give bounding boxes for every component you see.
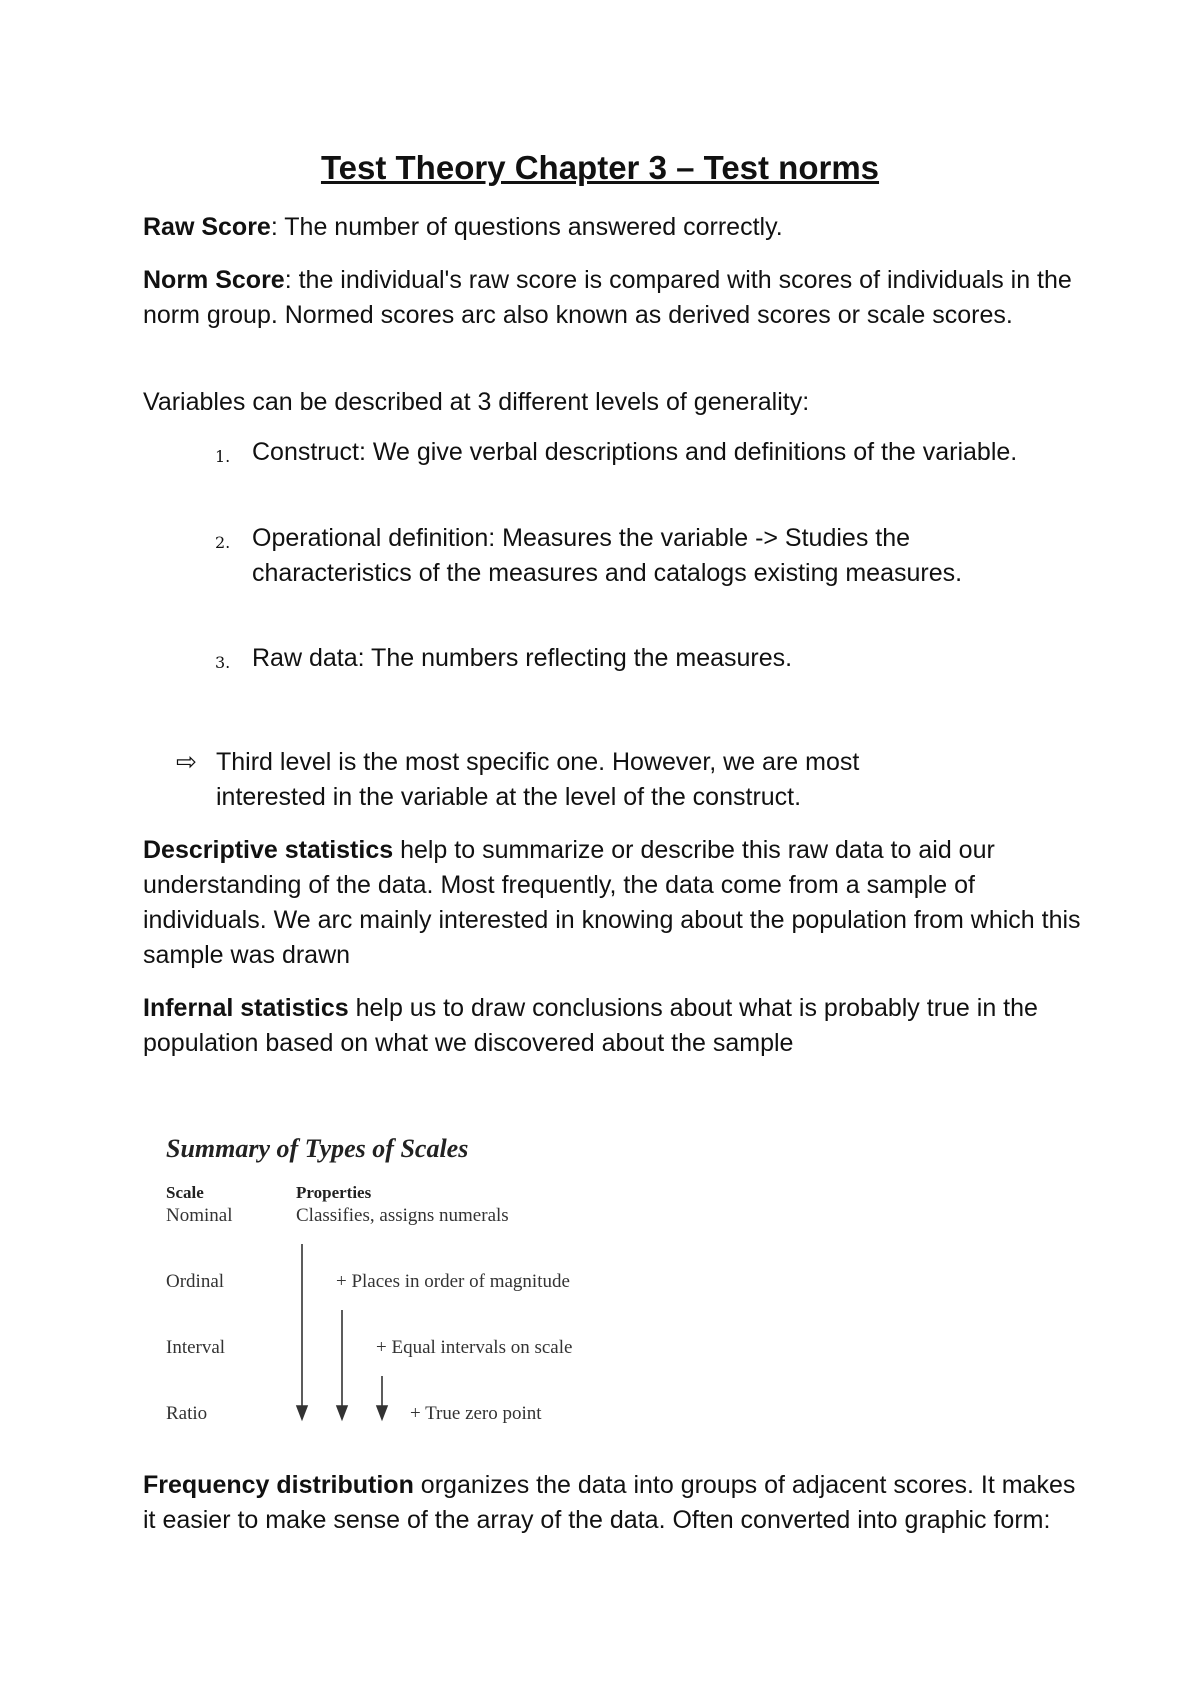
down-arrow-head xyxy=(297,1406,307,1419)
descriptive-statistics-paragraph xyxy=(143,833,1083,973)
raw-score-text: : The number of questions answered correctly. xyxy=(270,213,783,241)
scale-column-header: Scale xyxy=(166,1183,204,1202)
list-item-number: 2. xyxy=(215,533,231,552)
infernal-statistics-paragraph xyxy=(143,991,1083,1061)
norm-score-text: : the individual's raw score is compared with scores of individuals in the norm group. Normed scores arc also known as derived scores or scale scores. xyxy=(143,266,1072,329)
infernal-term: Infernal statistics xyxy=(143,994,349,1022)
list-item-text: Raw data: The numbers reflecting the measures. xyxy=(252,644,793,672)
arrow-right-icon: ⇨ xyxy=(176,748,197,776)
descriptive-term: Descriptive statistics xyxy=(143,836,394,864)
scale-name-nominal: Nominal xyxy=(166,1205,233,1226)
variables-intro: Variables can be described at 3 different levels of generality: xyxy=(143,388,810,416)
infernal-text: help us to draw conclusions about what is probably true in the population based on what we discovered about the sample xyxy=(143,994,1038,1057)
scale-property-ordinal: + Places in order of magnitude xyxy=(336,1271,570,1292)
list-item-number: 3. xyxy=(215,653,231,672)
arrow-note-text: Third level is the most specific one. However, we are most interested in the variable at the level of the construct. xyxy=(216,748,860,811)
frequency-distribution-paragraph xyxy=(143,1468,1083,1538)
raw-score-paragraph xyxy=(143,210,1083,245)
norm-score-paragraph xyxy=(143,263,1083,333)
scale-property-interval: + Equal intervals on scale xyxy=(376,1337,573,1358)
frequency-term: Frequency distribution xyxy=(143,1471,414,1499)
list-item-text: Construct: We give verbal descriptions and definitions of the variable. xyxy=(252,438,1018,466)
scales-figure-title: Summary of Types of Scales xyxy=(166,1134,469,1163)
scale-name-ordinal: Ordinal xyxy=(166,1271,225,1292)
list-item-text: Operational definition: Measures the variable -> Studies the characteristics of the measures and catalogs existing measures. xyxy=(252,524,963,587)
scale-name-ratio: Ratio xyxy=(166,1403,208,1424)
scale-property-nominal: Classifies, assigns numerals xyxy=(296,1205,509,1226)
norm-score-term: Norm Score xyxy=(143,266,285,294)
down-arrow-head xyxy=(337,1406,347,1419)
frequency-text: organizes the data into groups of adjacent scores. It makes it easier to make sense of the array of the data. Often converted into graphic form: xyxy=(143,1471,1076,1534)
raw-score-term: Raw Score xyxy=(143,213,271,241)
descriptive-text: help to summarize or describe this raw data to aid our understanding of the data. Most frequently, the data come from a sample of individuals. We arc mainly interested in knowing about the population from which this sample was drawn xyxy=(143,836,1081,969)
scale-property-ratio: + True zero point xyxy=(410,1403,542,1424)
properties-column-header: Properties xyxy=(296,1183,372,1202)
page-title: Test Theory Chapter 3 – Test norms xyxy=(320,149,880,186)
scale-name-interval: Interval xyxy=(166,1337,226,1358)
scales-summary-figure xyxy=(158,1126,618,1426)
list-item-number: 1. xyxy=(215,447,231,466)
down-arrow-head xyxy=(377,1406,387,1419)
scale-hierarchy-arrows xyxy=(158,1126,618,1426)
